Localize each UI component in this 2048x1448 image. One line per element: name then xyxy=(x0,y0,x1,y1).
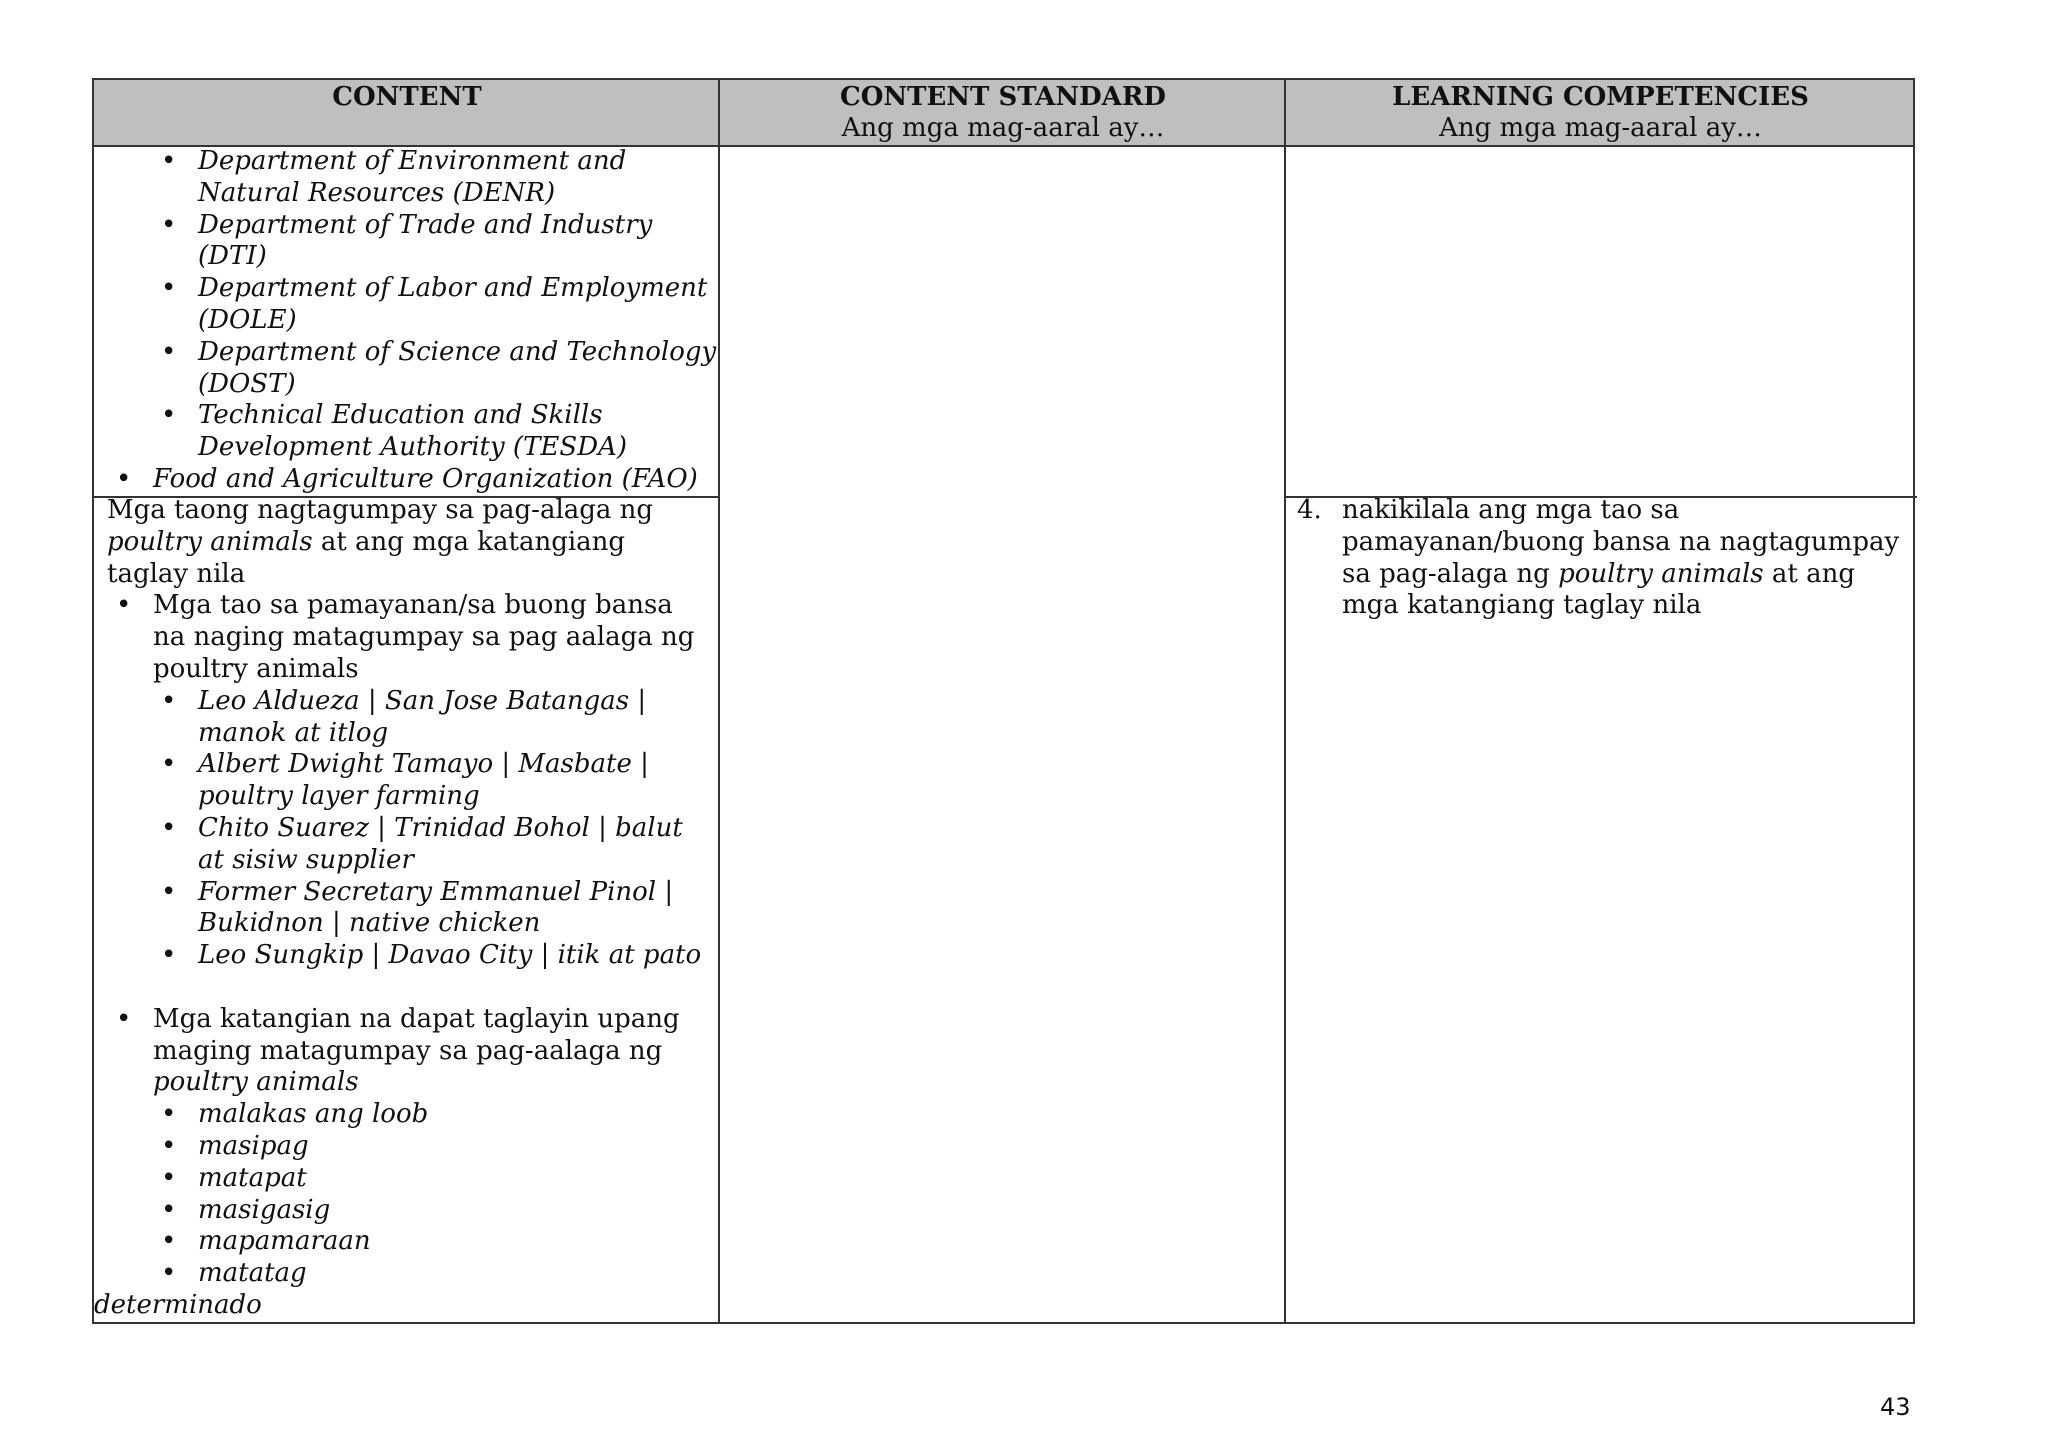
row1-content-cell xyxy=(94,146,718,496)
list-item: • malakas ang loob xyxy=(94,1099,713,1131)
competency-number: 4. xyxy=(1297,495,1322,525)
header-content-standard-title: CONTENT STANDARD xyxy=(840,82,1166,112)
page-number: 43 xyxy=(1880,1393,1911,1421)
competency-item xyxy=(1297,495,1909,622)
trailing-text: determinado xyxy=(94,1289,262,1320)
row2-content-cell xyxy=(94,495,713,1322)
list-item: • Department of Labor and Employment (DOLE) xyxy=(94,273,718,337)
row2-competency-cell xyxy=(1297,495,1909,622)
fao-text: Food and Agriculture Organization (FAO) xyxy=(153,463,698,494)
people-heading: Mga tao sa pamayanan/sa buong bansa na naging matagumpay sa pag aalaga ng poultry animals xyxy=(153,590,695,684)
traits-heading: Mga katangian na dapat taglayin upang maging matagumpay sa pag-aalaga ng xyxy=(153,1003,680,1066)
traits-list xyxy=(94,1099,713,1290)
list-item: • Chito Suarez | Trinidad Bohol | balut at sisiw supplier xyxy=(94,813,713,877)
list-item xyxy=(94,590,713,685)
list-item: • Leo Sungkip | Davao City | itik at pato xyxy=(94,940,713,972)
column-divider xyxy=(1284,80,1286,1322)
list-item: • Department of Science and Technology (DOST) xyxy=(94,337,718,401)
header-learning-competencies-subtitle: Ang mga mag-aaral ay… xyxy=(1439,113,1762,143)
list-item xyxy=(94,1004,713,1099)
header-content-standard xyxy=(720,80,1286,145)
list-item: • masigasig xyxy=(94,1195,713,1227)
list-item xyxy=(94,464,718,496)
people-section xyxy=(94,590,713,685)
intro-text: Mga taong nagtagumpay sa pag-alaga ng xyxy=(107,495,654,525)
list-item: • Technical Education and Skills Development Authority (TESDA) xyxy=(94,400,718,464)
row2-intro xyxy=(107,495,713,590)
people-list xyxy=(94,686,713,972)
traits-heading-italic: poultry animals xyxy=(153,1067,359,1098)
list-item: • matapat xyxy=(94,1163,713,1195)
list-item: • Department of Environment and Natural Resources (DENR) xyxy=(94,146,718,210)
curriculum-table xyxy=(92,78,1915,1324)
header-content-standard-subtitle: Ang mga mag-aaral ay… xyxy=(841,113,1165,143)
list-item: • Albert Dwight Tamayo | Masbate | poultry layer farming xyxy=(94,749,713,813)
list-item: • Leo Aldueza | San Jose Batangas | manok at itlog xyxy=(94,686,713,750)
header-content xyxy=(94,80,720,145)
header-learning-competencies xyxy=(1286,80,1915,145)
intro-text: at ang mga katangiang taglay nila xyxy=(107,526,626,589)
list-item: • Former Secretary Emmanuel Pinol | Bukidnon | native chicken xyxy=(94,877,713,941)
agency-list xyxy=(94,146,718,464)
competency-text: nakikilala ang mga tao sa pamayanan/buong bansa na nagtagumpay sa pag-alaga ng xyxy=(1342,495,1900,589)
list-item: • mapamaraan xyxy=(94,1226,713,1258)
competency-text: at ang mga katangiang taglay nila xyxy=(1342,558,1855,621)
list-item: • matatag xyxy=(94,1258,713,1290)
header-content-title: CONTENT xyxy=(332,82,482,112)
list-item: • Department of Trade and Industry (DTI) xyxy=(94,210,718,274)
intro-italic: poultry animals xyxy=(107,526,313,557)
header-learning-competencies-title: LEARNING COMPETENCIES xyxy=(1392,82,1809,112)
competency-italic: poultry animals xyxy=(1558,558,1764,589)
list-item: • masipag xyxy=(94,1131,713,1163)
agency-list-outer xyxy=(94,464,718,496)
traits-section xyxy=(94,1004,713,1099)
column-divider xyxy=(718,80,720,1322)
